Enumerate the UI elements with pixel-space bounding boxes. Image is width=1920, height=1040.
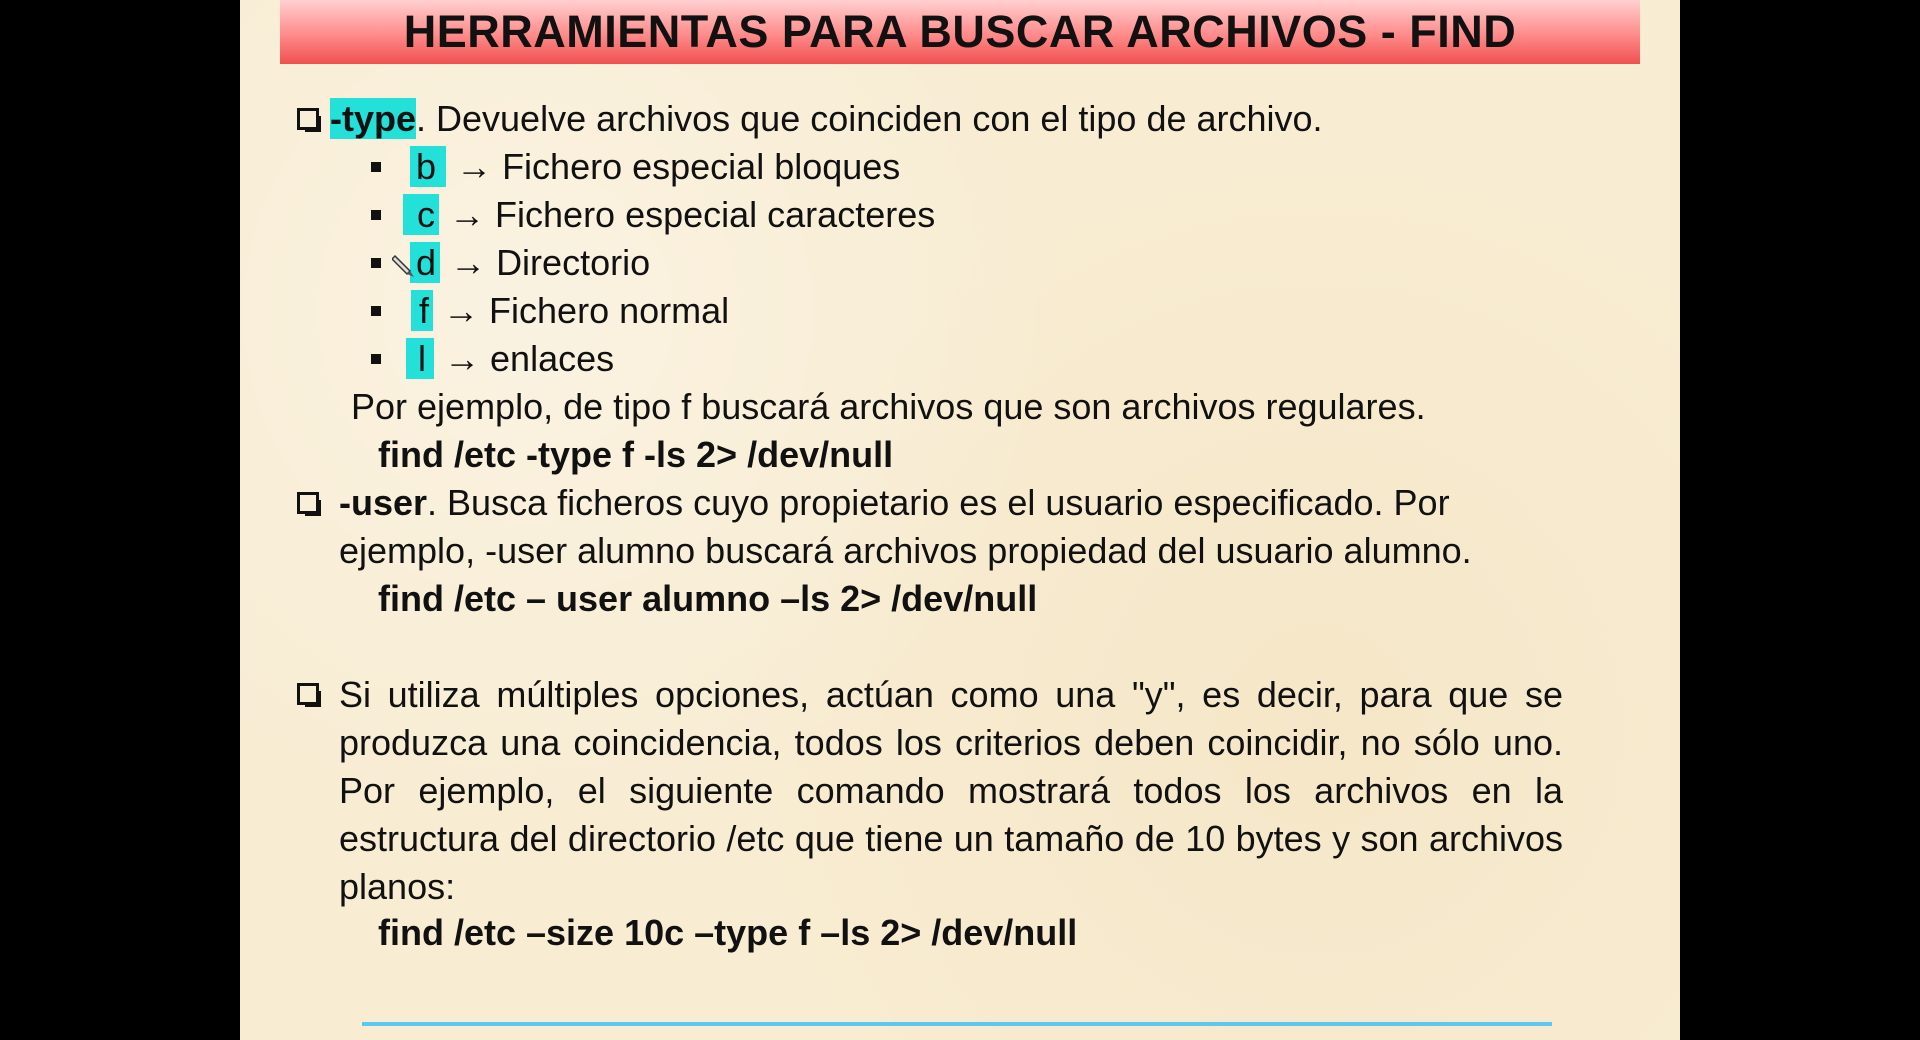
type-letter: d	[410, 242, 440, 283]
multi-command: find /etc –size 10c –type f –ls 2> /dev/null	[378, 912, 1078, 953]
square-bullet-icon	[371, 354, 381, 364]
arrow-icon: →	[449, 194, 486, 235]
user-description: . Busca ficheros cuyo propietario es el usuario especificado. Por	[427, 482, 1450, 523]
type-desc: Fichero especial bloques	[502, 146, 901, 187]
type-item-b	[410, 146, 900, 188]
slide-title: HERRAMIENTAS PARA BUSCAR ARCHIVOS - FIND	[403, 6, 1517, 57]
user-option: -user	[339, 482, 428, 523]
pencil-cursor-icon	[392, 253, 418, 279]
user-heading	[339, 482, 1450, 524]
type-desc: Fichero especial caracteres	[495, 194, 936, 235]
type-letter: b	[410, 146, 446, 187]
multi-text: Si utiliza múltiples opciones, actúan como una "y", es decir, para que se produzca una coincidencia, todos los criterios deben coincidir, no sólo uno. Por ejemplo, el siguiente comando mostrará todos los archivos en la estructura del directorio /etc que tiene un tamaño de 10 bytes y son archivos planos:	[339, 674, 1563, 907]
type-description: . Devuelve archivos que coinciden con el tipo de archivo.	[416, 98, 1323, 139]
type-letter: l	[406, 338, 434, 379]
type-letter: f	[411, 290, 433, 331]
type-command: find /etc -type f -ls 2> /dev/null	[378, 434, 894, 475]
type-desc: enlaces	[490, 338, 615, 379]
type-item-d	[410, 242, 650, 284]
arrow-icon: →	[456, 146, 493, 187]
type-example: Por ejemplo, de tipo f buscará archivos que son archivos regulares.	[351, 386, 1426, 427]
type-letter: c	[403, 194, 439, 235]
square-bullet-icon	[371, 162, 381, 172]
type-desc: Fichero normal	[489, 290, 730, 331]
user-line2: ejemplo, -user alumno buscará archivos propiedad del usuario alumno.	[339, 530, 1472, 571]
type-item-c	[403, 194, 935, 236]
checkbox-bullet-icon	[297, 683, 319, 705]
type-heading	[330, 98, 1323, 140]
type-desc: Directorio	[496, 242, 651, 283]
square-bullet-icon	[371, 258, 381, 268]
multi-paragraph	[339, 671, 1563, 911]
type-option: -type	[330, 98, 417, 139]
type-item-l	[406, 338, 614, 380]
checkbox-bullet-icon	[297, 492, 319, 514]
slide	[240, 0, 1680, 1040]
checkbox-bullet-icon	[297, 108, 319, 130]
square-bullet-icon	[371, 306, 381, 316]
arrow-icon: →	[444, 338, 481, 379]
square-bullet-icon	[371, 210, 381, 220]
arrow-icon: →	[443, 290, 480, 331]
title-bar	[280, 0, 1640, 64]
arrow-icon: →	[450, 242, 487, 283]
bottom-rule	[362, 1022, 1552, 1026]
type-item-f	[411, 290, 729, 332]
user-command: find /etc – user alumno –ls 2> /dev/null	[378, 578, 1038, 619]
